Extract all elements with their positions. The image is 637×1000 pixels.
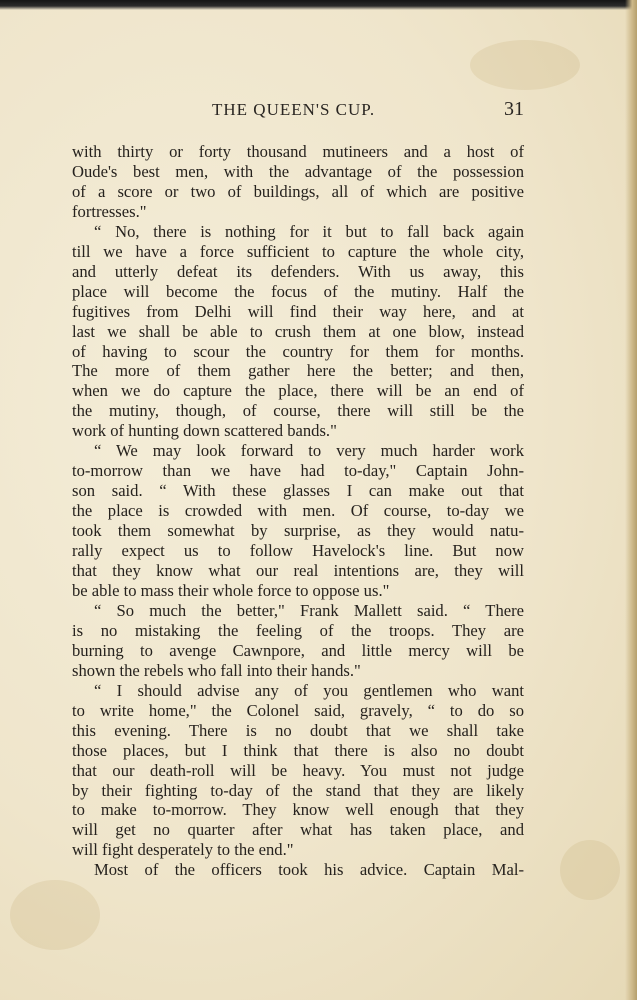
text-line: that our death-roll will be heavy. You must not judge <box>72 760 524 780</box>
text-line: to-morrow than we have had to-day," Captain John- <box>72 461 524 481</box>
page-header <box>72 96 524 126</box>
text-line: Oude's best men, with the advantage of the possession <box>72 161 524 181</box>
text-line: the mutiny, though, of course, there will still be the <box>72 401 524 421</box>
page-right-edge <box>625 0 637 1000</box>
page-top-shadow <box>0 0 637 10</box>
text-line: Most of the officers took his advice. Captain Mal- <box>94 860 524 880</box>
text-line: and utterly defeat its defenders. With us away, this <box>72 261 524 281</box>
text-line: shown the rebels who fall into their hands." <box>72 660 361 680</box>
text-line: son said. “ With these glasses I can make out that <box>72 481 524 501</box>
text-line: fortresses." <box>72 201 147 221</box>
text-line: be able to mass their whole force to oppose us." <box>72 580 390 600</box>
running-title: THE QUEEN'S CUP. <box>212 100 376 119</box>
text-line: of a score or two of buildings, all of which are positive <box>72 181 524 201</box>
text-line: this evening. There is no doubt that we shall take <box>72 720 524 740</box>
text-line: “ No, there is nothing for it but to fall back again <box>94 221 524 241</box>
paper-stain <box>470 40 580 90</box>
text-line: is no mistaking the feeling of the troops. They are <box>72 620 524 640</box>
text-line: burning to avenge Cawnpore, and little mercy will be <box>72 640 524 660</box>
text-line: when we do capture the place, there will be an end of <box>72 381 524 401</box>
text-line: place will become the focus of the mutiny. Half the <box>72 281 524 301</box>
text-line: The more of them gather here the better; and then, <box>72 361 524 381</box>
paper-stain <box>10 880 100 950</box>
text-line: “ So much the better," Frank Mallett said. “ There <box>94 600 524 620</box>
text-line: to make to-morrow. They know well enough that they <box>72 800 524 820</box>
text-line: will fight desperately to the end." <box>72 840 294 860</box>
text-line: “ I should advise any of you gentlemen who want <box>94 680 524 700</box>
text-line: of having to scour the country for them for months. <box>72 341 524 361</box>
text-line: “ We may look forward to very much harder work <box>94 441 524 461</box>
paper-stain <box>560 840 620 900</box>
text-line: took them somewhat by surprise, as they would natu- <box>72 521 524 541</box>
text-line: till we have a force sufficient to capture the whole city, <box>72 241 524 261</box>
text-line: to write home," the Colonel said, gravely, “ to do so <box>72 700 524 720</box>
text-line: work of hunting down scattered bands." <box>72 421 337 441</box>
text-line: the place is crowded with men. Of course, to-day we <box>72 501 524 521</box>
text-line: rally expect us to follow Havelock's line. But now <box>72 541 524 561</box>
text-line: that they know what our real intentions are, they will <box>72 561 524 581</box>
text-line: will get no quarter after what has taken place, and <box>72 820 524 840</box>
text-line: with thirty or forty thousand mutineers and a host of <box>72 142 524 161</box>
body-text <box>72 142 524 880</box>
text-line: fugitives from Delhi will find their way here, and at <box>72 301 524 321</box>
page-number: 31 <box>504 98 524 120</box>
text-line: last we shall be able to crush them at one blow, instead <box>72 321 524 341</box>
text-line: by their fighting to-day of the stand that they are likely <box>72 780 524 800</box>
text-line: those places, but I think that there is also no doubt <box>72 740 524 760</box>
